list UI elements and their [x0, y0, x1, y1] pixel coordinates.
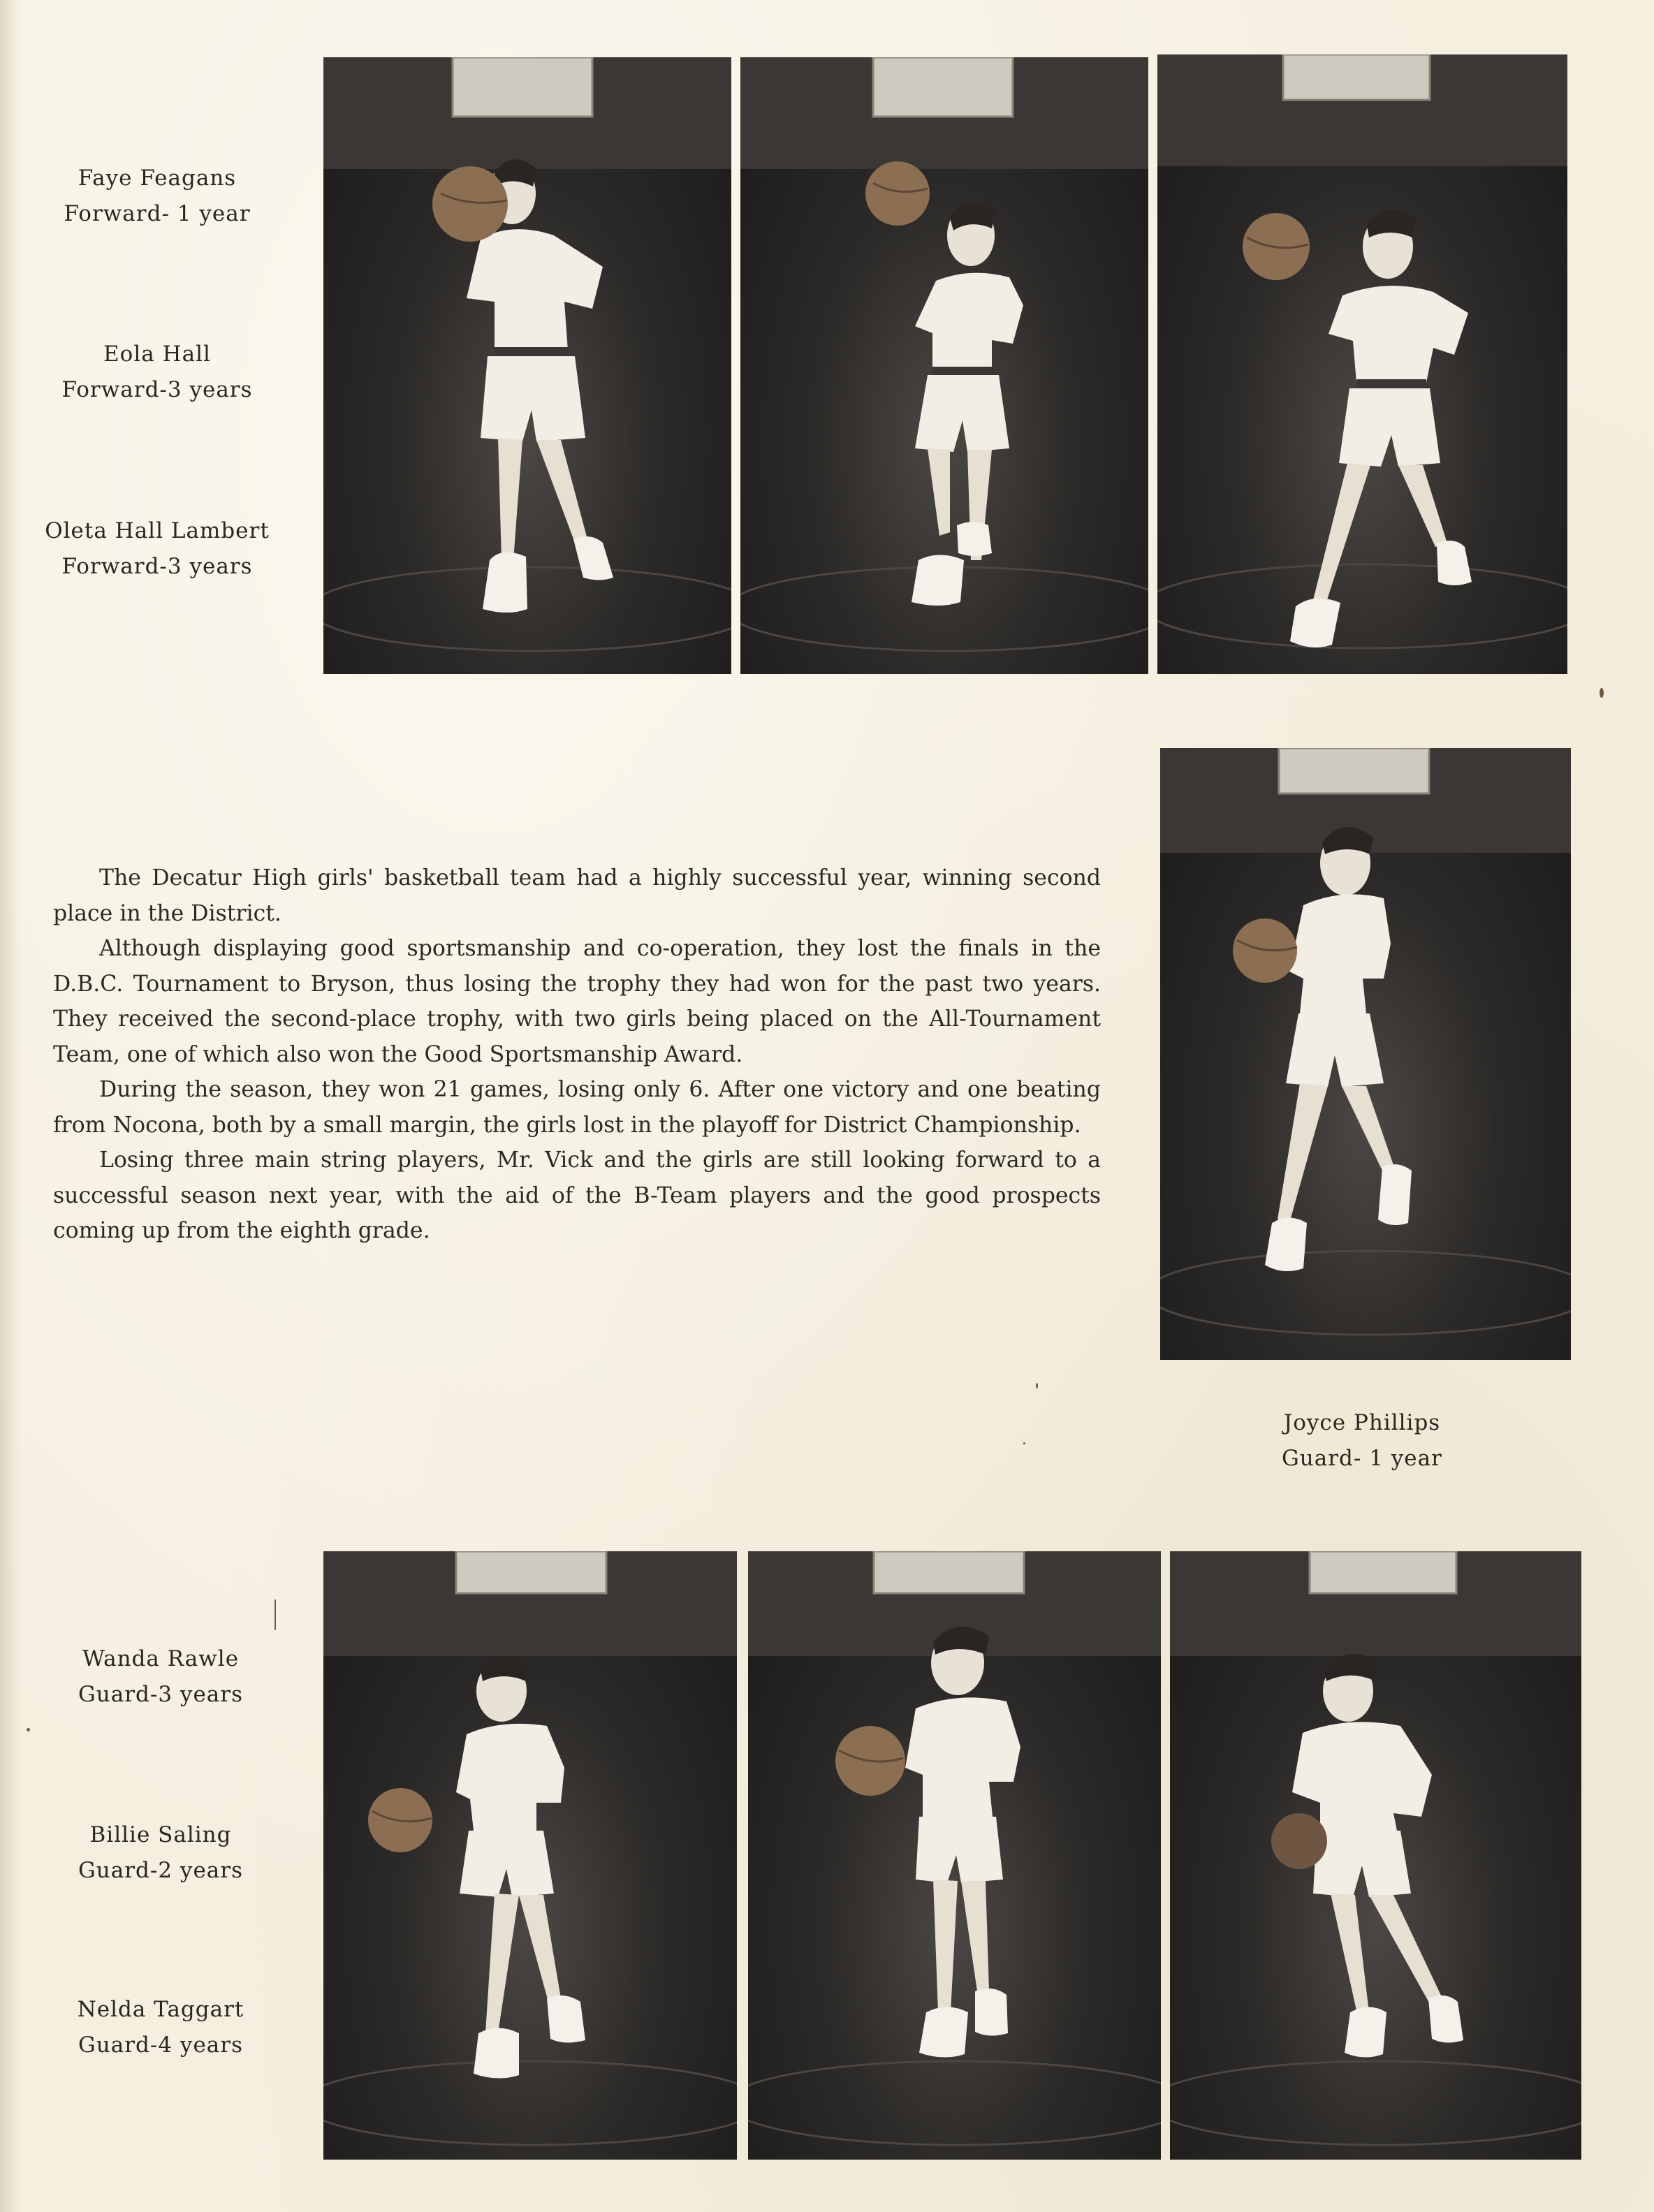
paper-speck	[27, 1728, 30, 1731]
player-name: Joyce Phillips	[1283, 1410, 1441, 1435]
paper-speck	[1600, 688, 1604, 698]
photo-oleta-hall-lambert	[1157, 54, 1567, 674]
caption-billie-saling	[45, 1817, 276, 1889]
player-position: Forward-3 years	[61, 554, 253, 579]
player-position: Guard- 1 year	[1282, 1446, 1442, 1471]
paper-speck	[275, 1599, 276, 1630]
player-name: Oleta Hall Lambert	[45, 518, 270, 543]
player-position: Forward- 1 year	[64, 201, 251, 226]
photo-eola-hall	[740, 57, 1148, 674]
page-binding-shadow	[0, 0, 21, 2212]
caption-wanda-rawle	[45, 1641, 276, 1713]
photo-joyce-phillips	[1160, 748, 1571, 1360]
player-position: Guard-3 years	[78, 1682, 243, 1707]
photo-wanda-rawle	[323, 1551, 737, 2160]
player-position: Forward-3 years	[61, 377, 253, 402]
photo-faye-feagans	[323, 57, 731, 674]
article-text	[53, 860, 1101, 1249]
player-name: Eola Hall	[103, 342, 211, 367]
article-paragraph: Losing three main string players, Mr. Vick and the girls are still looking forward to a successful season next year, with the aid of the B-Team players and the good prospects coming up from the eighth grade.	[53, 1148, 1101, 1243]
article-paragraph: Although displaying good sportsmanship and co-operation, they lost the finals in the D.B.C. Tournament to Bryson, thus losing the trophy they had won for the past two years. They received the second-place trophy, with two girls being placed on the All-Tournament Team, one of which also won the Good Sportsmanship Award.	[53, 936, 1101, 1067]
photo-nelda-taggart	[1170, 1551, 1581, 2160]
player-name: Billie Saling	[89, 1822, 232, 1847]
player-position: Guard-2 years	[78, 1858, 243, 1883]
player-name: Nelda Taggart	[77, 1997, 244, 2022]
player-name: Faye Feagans	[78, 166, 237, 191]
caption-nelda-taggart	[45, 1992, 276, 2063]
caption-joyce-phillips	[1250, 1405, 1474, 1477]
paper-speck	[1036, 1383, 1038, 1389]
caption-eola-hall	[42, 337, 272, 408]
caption-oleta-hall-lambert	[42, 513, 272, 585]
caption-faye-feagans	[42, 161, 272, 232]
paper-speck	[1023, 1442, 1025, 1444]
player-position: Guard-4 years	[78, 2032, 243, 2058]
photo-billie-saling	[748, 1551, 1161, 2160]
article-paragraph: The Decatur High girls' basketball team had a highly successful year, winning second place in the District.	[53, 865, 1101, 926]
article-paragraph: During the season, they won 21 games, losing only 6. After one victory and one beating from Nocona, both by a small margin, the girls lost in the playoff for District Championship.	[53, 1077, 1101, 1138]
player-name: Wanda Rawle	[82, 1646, 240, 1671]
